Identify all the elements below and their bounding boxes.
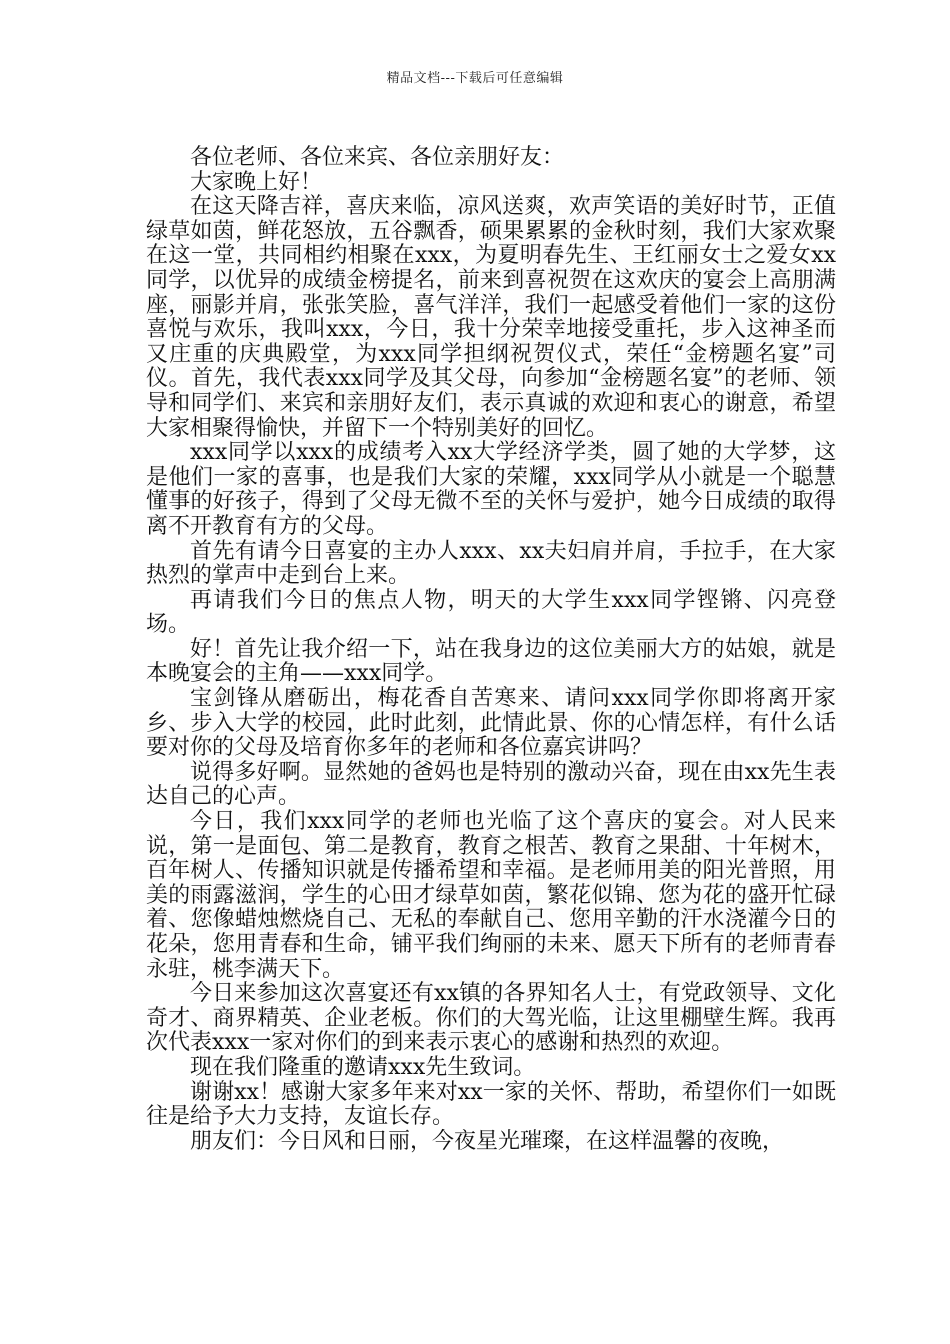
body-paragraph: 好！首先让我介绍一下，站在我身边的这位美丽大方的姑娘，就是本晚宴会的主角——xxx同学。 [146, 636, 836, 687]
body-paragraph: 现在我们隆重的邀请xxx先生致词。 [190, 1054, 536, 1080]
body-paragraph: 今日来参加这次喜宴还有xx镇的各界知名人士，有党政领导、文化奇才、商界精英、企业老板。你们的大驾光临，让这里棚壁生辉。我再次代表xxx一家对你们的到来表示衷心的感谢和热烈的欢迎。 [146, 981, 836, 1056]
body-paragraph: 今日，我们xxx同学的老师也光临了这个喜庆的宴会。对人民来说，第一是面包、第二是教育，教育之根苦、教育之果甜、十年树木，百年树人、传播知识就是传播希望和幸福。是老师用美的阳光普照，用美的雨露滋润，学生的心田才绿草如茵，繁花似锦、您为花的盛开忙碌着、您像蜡烛燃烧自己、无私的奉献自己、您用辛勤的汗水浇灌今日的花朵，您用青春和生命，铺平我们绚丽的未来、愿天下所有的老师青春永驻，桃李满天下。 [146, 809, 836, 982]
body-paragraph: xxx同学以xxx的成绩考入xx大学经济学类，圆了她的大学梦，这是他们一家的喜事，也是我们大家的荣耀，xxx同学从小就是一个聪慧懂事的好孩子，得到了父母无微不至的关怀与爱护，她今日成绩的取得离不开教育有方的父母。 [146, 440, 836, 539]
body-paragraph: 说得多好啊。显然她的爸妈也是特别的激动兴奋，现在由xx先生表达自己的心声。 [146, 759, 836, 810]
salutation-paragraph: 各位老师、各位来宾、各位亲朋好友： [190, 145, 565, 170]
greeting-paragraph: 大家晚上好！ [190, 169, 323, 195]
body-paragraph: 朋友们：今日风和日丽，今夜星光璀璨，在这样温馨的夜晚， [190, 1128, 785, 1154]
page-header-banner: 精品文档---下载后可任意编辑 [386, 71, 564, 86]
body-paragraph: 再请我们今日的焦点人物，明天的大学生xxx同学铿锵、闪亮登场。 [146, 587, 836, 638]
document-body [146, 146, 836, 1154]
body-paragraph: 在这天降吉祥，喜庆来临，凉风送爽，欢声笑语的美好时节，正值绿草如茵，鲜花怒放，五谷飘香，硕果累累的金秋时刻，我们大家欢聚在这一堂，共同相约相聚在xxx，为夏明春先生、王红丽女士之爱女xx同学，以优异的成绩金榜提名，前来到喜祝贺在这欢庆的宴会上高朋满座，丽影并肩，张张笑脸，喜气洋洋，我们一起感受着他们一家的这份喜悦与欢乐，我叫xxx，今日，我十分荣幸地接受重托，步入这神圣而又庄重的庆典殿堂，为xxx同学担纲祝贺仪式，荣任“金榜题名宴”司仪。首先，我代表xxx同学及其父母，向参加“金榜题名宴”的老师、领导和同学们、来宾和亲朋好友们，表示真诚的欢迎和衷心的谢意，希望大家相聚得愉快，并留下一个特别美好的回忆。 [146, 194, 836, 441]
body-paragraph: 谢谢xx！感谢大家多年来对xx一家的关怀、帮助，希望你们一如既往是给予大力支持，友谊长存。 [146, 1079, 836, 1130]
body-paragraph: 首先有请今日喜宴的主办人xxx、xx夫妇肩并肩，手拉手，在大家热烈的掌声中走到台上来。 [146, 538, 836, 589]
body-paragraph: 宝剑锋从磨砺出，梅花香自苦寒来、请问xxx同学你即将离开家乡、步入大学的校园，此时此刻，此情此景、你的心情怎样，有什么话要对你的父母及培育你多年的老师和各位嘉宾讲吗？ [146, 686, 836, 761]
